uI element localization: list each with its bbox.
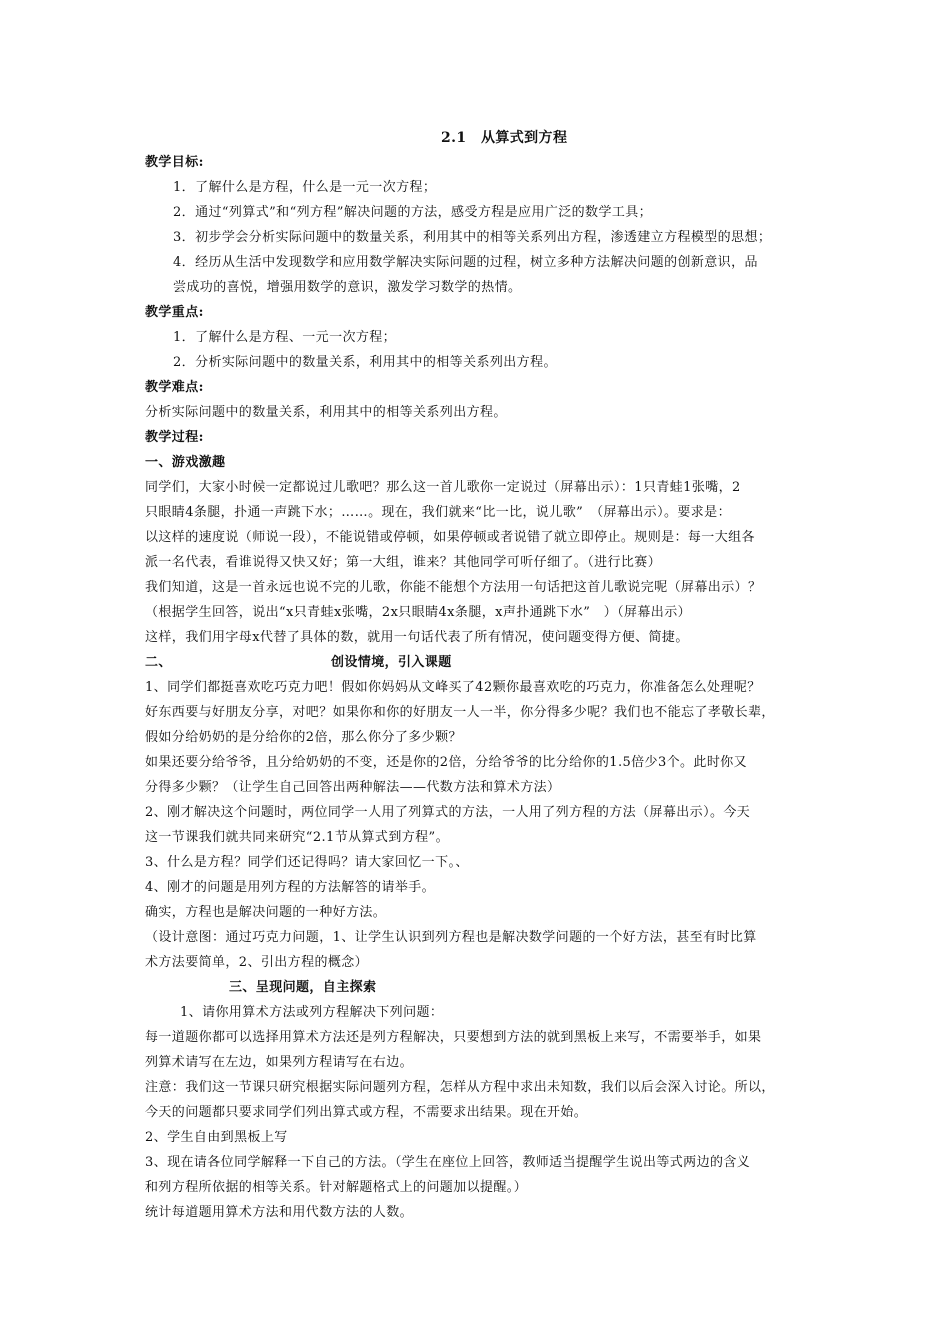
section2-line: 这一节课我们就共同来研究“2.1节从算式到方程”。 — [145, 830, 449, 845]
section3-line: 2、学生自由到黑板上写 — [145, 1130, 288, 1145]
section3-line: 1、请你用算术方法或列方程解决下列问题： — [180, 1005, 444, 1020]
objective-item: 4．经历从生活中发现数学和应用数学解决实际问题的过程，树立多种方法解决问题的创新意识，品 — [173, 255, 758, 270]
key-point-item: 2．分析实际问题中的数量关系，利用其中的相等关系列出方程。 — [173, 355, 557, 370]
section3-line: 统计每道题用算术方法和用代数方法的人数。 — [145, 1205, 414, 1220]
section2-line: 好东西要与好朋友分享，对吧？如果你和你的好朋友一人一半，你分得多少呢？我们也不能忘了孝敬长辈， — [145, 705, 775, 720]
section3-heading: 三、呈现问题，自主探索 — [229, 980, 377, 995]
key-point-item: 1．了解什么是方程、一元一次方程； — [173, 330, 397, 345]
section2-line: （设计意图：通过巧克力问题，1、让学生认识到列方程也是解决数学问题的一个好方法，甚至有时比算 — [145, 930, 757, 945]
section3-line: 每一道题你都可以选择用算术方法还是列方程解决，只要想到方法的就到黑板上来写，不需要举手，如果 — [145, 1030, 762, 1045]
section1-heading: 一、游戏激趣 — [145, 455, 226, 470]
objectives-heading: 教学目标: — [145, 155, 204, 170]
process-heading: 教学过程: — [145, 430, 204, 445]
section1-line: 以这样的速度说（师说一段），不能说错或停顿，如果停顿或者说错了就立即停止。规则是：每一大组各 — [145, 530, 755, 545]
section2-line: 分得多少颗？（让学生自己回答出两种解法——代数方法和算术方法） — [145, 780, 561, 795]
section2-heading: 创设情境，引入课题 — [331, 655, 452, 670]
objective-item: 3．初步学会分析实际问题中的数量关系，利用其中的相等关系列出方程，渗透建立方程模型的思想； — [173, 230, 772, 245]
section2-line: 2、刚才解决这个问题时，两位同学一人用了列算式的方法，一人用了列方程的方法（屏幕出示）。今天 — [145, 805, 751, 820]
section2-line: 如果还要分给爷爷，且分给奶奶的不变，还是你的2倍，分给爷爷的比分给你的1.5倍少3个。此时你又 — [145, 755, 748, 770]
section2-line: 假如分给奶奶的是分给你的2倍，那么你分了多少颗？ — [145, 730, 462, 745]
section2-line: 3、什么是方程？同学们还记得吗？请大家回忆一下。、 — [145, 855, 469, 870]
section1-line: 同学们，大家小时候一定都说过儿歌吧？那么这一首儿歌你一定说过（屏幕出示）：1只青蛙1张嘴，2 — [145, 480, 741, 495]
objective-item: 1．了解什么是方程，什么是一元一次方程； — [173, 180, 437, 195]
document-title: 2.1 从算式到方程 — [441, 130, 568, 146]
objective-item: 尝成功的喜悦，增强用数学的意识，激发学习数学的热情。 — [173, 280, 522, 295]
section3-line: 今天的问题都只要求同学们列出算式或方程，不需要求出结果。现在开始。 — [145, 1105, 588, 1120]
section3-line: 注意：我们这一节课只研究根据实际问题列方程，怎样从方程中求出未知数，我们以后会深入讨论。所以， — [145, 1080, 775, 1095]
difficulties-text: 分析实际问题中的数量关系，利用其中的相等关系列出方程。 — [145, 405, 507, 420]
key-points-heading: 教学重点: — [145, 305, 204, 320]
section1-line: 只眼睛4条腿，扑通一声跳下水；……。现在，我们就来“比一比，说儿歌” （屏幕出示）。要求是： — [145, 505, 731, 520]
section2-line: 1、同学们都挺喜欢吃巧克力吧！假如你妈妈从文峰买了42颗你最喜欢吃的巧克力，你准备怎么处理呢？ — [145, 680, 761, 695]
section2-line: 术方法要简单，2、引出方程的概念） — [145, 955, 369, 970]
section2-number: 二、 — [145, 655, 172, 670]
section3-line: 列算术请写在左边，如果列方程请写在右边。 — [145, 1055, 414, 1070]
section2-line: 确实，方程也是解决问题的一种好方法。 — [145, 905, 387, 920]
section3-line: 和列方程所依据的相等关系。针对解题格式上的问题加以提醒。） — [145, 1180, 528, 1195]
difficulties-heading: 教学难点: — [145, 380, 204, 395]
section3-line: 3、现在请各位同学解释一下自己的方法。（学生在座位上回答，教师适当提醒学生说出等式两边的含义 — [145, 1155, 751, 1170]
section1-line: 这样，我们用字母x代替了具体的数，就用一句话代表了所有情况，使问题变得方便、简捷。 — [145, 630, 689, 645]
section1-line: 派一名代表，看谁说得又快又好；第一大组，谁来？其他同学可听仔细了。（进行比赛） — [145, 555, 662, 570]
objective-item: 2．通过“列算式”和“列方程”解决问题的方法，感受方程是应用广泛的数学工具； — [173, 205, 653, 220]
section1-line: 我们知道，这是一首永远也说不完的儿歌，你能不能想个方法用一句话把这首儿歌说完呢（屏幕出示）？ — [145, 580, 762, 595]
section1-line: （根据学生回答，说出“x只青蛙x张嘴，2x只眼睛4x条腿，x声扑通跳下水” ）（屏幕出示） — [145, 605, 691, 620]
section2-line: 4、刚才的问题是用列方程的方法解答的请举手。 — [145, 880, 436, 895]
